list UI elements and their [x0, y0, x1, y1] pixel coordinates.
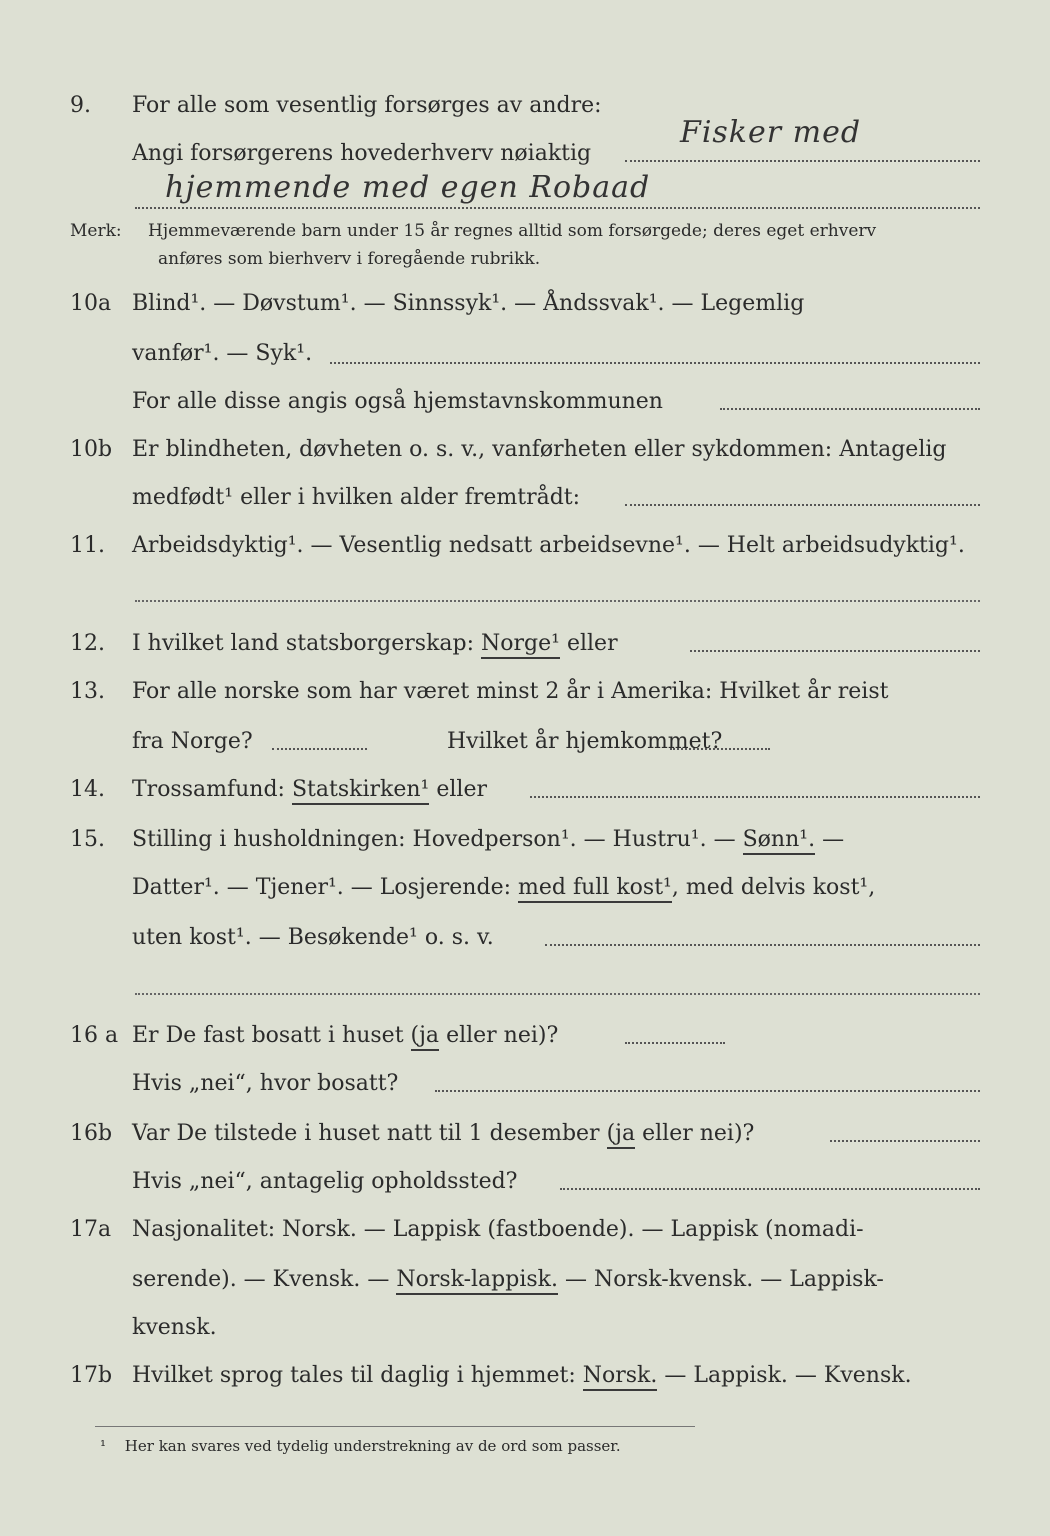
q10a-answer1[interactable] — [330, 362, 980, 364]
q9-handwritten1: Fisker med — [680, 115, 862, 150]
q17b-number: 17b — [70, 1363, 113, 1388]
q10a-text2: vanfør¹. — Syk¹. — [132, 341, 313, 366]
q14-or: eller — [436, 777, 487, 802]
q16b-answer[interactable] — [830, 1140, 980, 1142]
merk-label: Merk: — [70, 221, 122, 241]
q16b-text1: Var De tilstede i huset natt til 1 desember — [132, 1121, 600, 1146]
q12-number: 12. — [70, 631, 105, 656]
q15-number: 15. — [70, 827, 105, 852]
q15-text1: Stilling i husholdningen: Hovedperson¹. — Hustru¹. — — [132, 827, 736, 852]
q16a-text2: Hvis „nei“, hvor bosatt? — [132, 1071, 399, 1096]
q12-answer-norge[interactable]: Norge¹ — [481, 631, 560, 659]
q16a-answer[interactable] — [625, 1042, 725, 1044]
q16a-number: 16 a — [70, 1023, 119, 1048]
footnote-rule — [95, 1426, 695, 1427]
q9-text2: Angi forsørgerens hovederhverv nøiaktig — [132, 141, 592, 166]
q17a-text2b: — Norsk-kvensk. — Lappisk- — [565, 1267, 884, 1292]
q15-answer-full-kost[interactable]: med full kost¹ — [518, 875, 672, 903]
q16b-answer2[interactable] — [560, 1188, 980, 1190]
q17a-text1: Nasjonalitet: Norsk. — Lappisk (fastboende). — Lappisk (nomadi- — [132, 1217, 864, 1242]
q13-text2a: fra Norge? — [132, 729, 253, 754]
q11-number: 11. — [70, 533, 105, 558]
q15-text2b: , med delvis kost¹, — [671, 875, 876, 900]
q15-answer[interactable] — [545, 944, 980, 946]
q10a-number: 10a — [70, 291, 112, 316]
q16b-number: 16b — [70, 1121, 113, 1146]
q14-number: 14. — [70, 777, 105, 802]
q9-handwritten2: hjemmende med egen Robaad — [165, 170, 651, 205]
q15-text2: Datter¹. — Tjener¹. — Losjerende: — [132, 875, 511, 900]
q13-answer-hjemkommet[interactable] — [670, 748, 770, 750]
q16b-text2: Hvis „nei“, antagelig opholdssted? — [132, 1169, 518, 1194]
q13-number: 13. — [70, 679, 105, 704]
q17b-answer-norsk[interactable]: Norsk. — [583, 1363, 658, 1391]
q16a-answer-ja[interactable]: (ja — [411, 1023, 440, 1051]
q9-answer-line1[interactable] — [625, 160, 980, 162]
q12-text: I hvilket land statsborgerskap: — [132, 631, 475, 656]
q10a-answer2[interactable] — [720, 408, 980, 410]
q17a-number: 17a — [70, 1217, 112, 1242]
q16b-text1b: eller nei)? — [642, 1121, 755, 1146]
footnote-mark: ¹ — [100, 1437, 107, 1455]
q10b-answer[interactable] — [625, 504, 980, 506]
q13-answer-reist[interactable] — [272, 748, 367, 750]
footnote-text: Her kan svares ved tydelig understrekning av de ord som passer. — [124, 1437, 621, 1455]
footnote — [100, 1432, 990, 1460]
q10b-number: 10b — [70, 437, 113, 462]
q12-answer[interactable] — [690, 650, 980, 652]
q15-dash: — — [822, 827, 845, 852]
q9-number: 9. — [70, 93, 91, 118]
q16a-text1: Er De fast bosatt i huset — [132, 1023, 404, 1048]
q17a-answer-norsk-lappisk[interactable]: Norsk-lappisk. — [396, 1267, 558, 1295]
merk-text2: anføres som bierhverv i foregående rubrikk. — [158, 249, 541, 269]
q13-text2b: Hvilket år hjemkommet? — [447, 729, 723, 754]
q10a-text3: For alle disse angis også hjemstavnskommunen — [132, 389, 663, 414]
q17b-text2: — Lappisk. — Kvensk. — [664, 1363, 912, 1388]
q10b-text2: medfødt¹ eller i hvilken alder fremtrådt: — [132, 485, 581, 510]
merk-text1: Hjemmeværende barn under 15 år regnes alltid som forsørgede; deres eget erhverv — [148, 221, 877, 241]
q17b-text: Hvilket sprog tales til daglig i hjemmet: — [132, 1363, 576, 1388]
q16b-answer-ja[interactable]: (ja — [607, 1121, 636, 1149]
q17a-text2: serende). — Kvensk. — — [132, 1267, 390, 1292]
q15-text3: uten kost¹. — Besøkende¹ o. s. v. — [132, 925, 494, 950]
q11-text1: Arbeidsdyktig¹. — Vesentlig nedsatt arbeidsevne¹. — Helt arbeidsudyktig¹. — [132, 533, 965, 558]
q16a-text1b: eller nei)? — [446, 1023, 559, 1048]
q9-text1: For alle som vesentlig forsørges av andre: — [132, 93, 602, 118]
q15-extra-line[interactable] — [135, 993, 980, 995]
q11-answer-line[interactable] — [135, 600, 980, 602]
q10b-text1: Er blindheten, døvheten o. s. v., vanførheten eller sykdommen: Antagelig — [132, 437, 947, 462]
q10a-text1: Blind¹. — Døvstum¹. — Sinnssyk¹. — Åndssvak¹. — Legemlig — [132, 291, 805, 316]
q16a-answer2[interactable] — [435, 1090, 980, 1092]
q13-text1: For alle norske som har været minst 2 år i Amerika: Hvilket år reist — [132, 679, 889, 704]
q14-text: Trossamfund: — [132, 777, 285, 802]
q12-or: eller — [566, 631, 618, 656]
q14-answer[interactable] — [530, 796, 980, 798]
q9-answer-line2[interactable] — [135, 207, 980, 209]
q14-answer-statskirken[interactable]: Statskirken¹ — [292, 777, 429, 805]
q15-answer-sonn[interactable]: Sønn¹. — [743, 827, 815, 855]
q17a-text3: kvensk. — [132, 1315, 217, 1340]
